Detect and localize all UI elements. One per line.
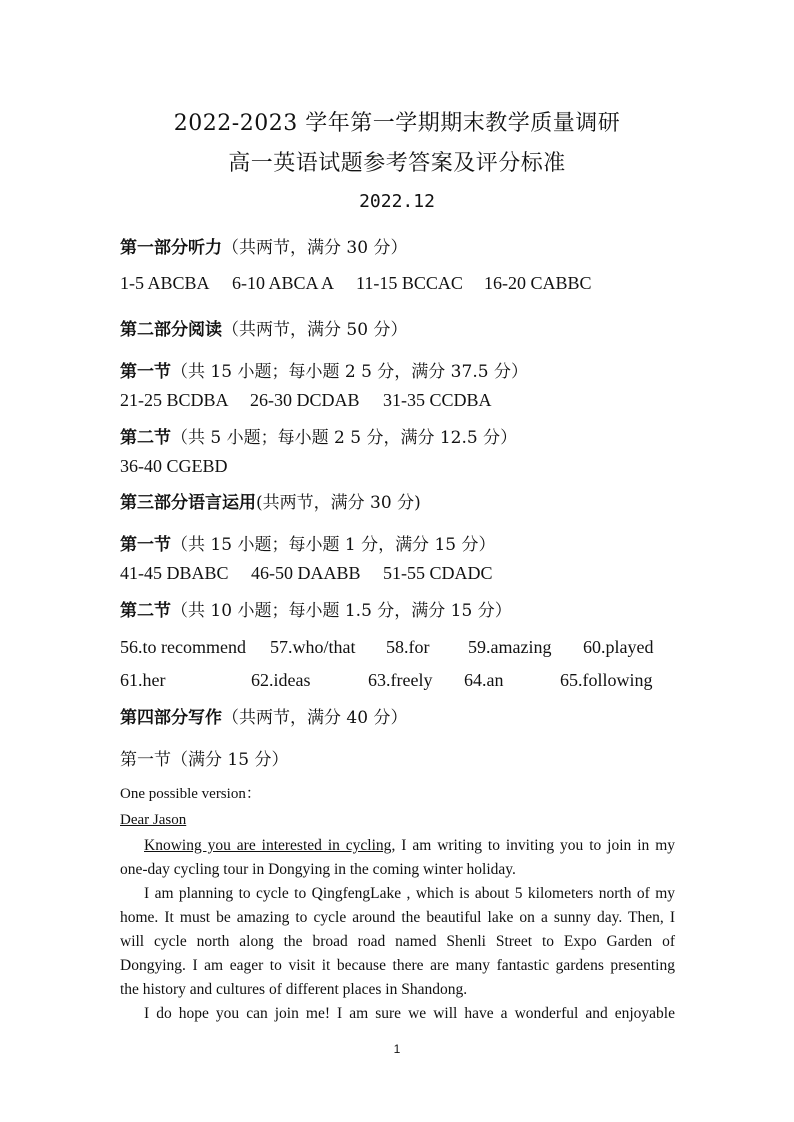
answer-group: 46-50 DAABB [251, 563, 361, 583]
essay-line: I am planning to cycle to QingfengLake , which is about 5 kilometers north of my [144, 885, 675, 902]
document-date: 2022.12 [359, 191, 435, 212]
answer-group: 31-35 CCDBA [383, 390, 492, 410]
part3-sec1-answers [0, 563, 794, 587]
part2-sec1-answers [0, 390, 794, 414]
answer-item: 57.who/that [270, 637, 356, 657]
essay-line: the history and cultures of different places in Shandong. [120, 981, 468, 998]
part3-sec1-heading: 第一节 [120, 535, 171, 555]
essay-line: Dongying. I am eager to visit it because there are many fantastic gardens presenting [120, 957, 675, 974]
page-title: 2022-2023 学年第一学期期末教学质量调研 [173, 111, 621, 136]
part3-sec2-row2 [0, 670, 794, 694]
part2-header [120, 315, 407, 340]
answer-item: 59.amazing [468, 637, 552, 657]
essay-line: one-day cycling tour in Dongying in the coming winter holiday. [120, 861, 516, 878]
answer-item: 65.following [560, 670, 653, 690]
part2-note: （共两节，满分 50 分） [222, 320, 408, 340]
part2-sec2-note: （共 5 小题；每小题 2 5 分，满分 12.5 分） [171, 428, 518, 448]
part3-note: (共两节，满分 30 分) [256, 493, 421, 513]
answer-item: 62.ideas [251, 670, 311, 690]
answer-item: 61.her [120, 670, 166, 690]
essay-line: will cycle north along the broad road named Shenli Street to Expo Garden of [120, 933, 675, 950]
answer-group: 41-45 DBABC [120, 563, 229, 583]
part1-header [120, 233, 407, 258]
page-number: 1 [393, 1042, 401, 1056]
answer-group: 1-5 ABCBA [120, 273, 210, 293]
part3-sec2-note: （共 10 小题；每小题 1.5 分，满分 15 分） [171, 601, 512, 621]
part2-sec1-heading: 第一节 [120, 362, 171, 382]
part3-sec2-header [120, 596, 512, 621]
answer-item: 63.freely [368, 670, 433, 690]
part1-answers [0, 273, 794, 297]
essay-line: I do hope you can join me! I am sure we will have a wonderful and enjoyable [144, 1005, 675, 1022]
part2-heading: 第二部分阅读 [120, 320, 222, 340]
letter-salutation: Dear Jason [120, 812, 187, 828]
part3-heading: 第三部分语言运用 [120, 493, 256, 513]
part4-note: （共两节，满分 40 分） [222, 708, 408, 728]
essay-underlined-phrase: Knowing you are interested in cycling [144, 837, 392, 854]
answer-group: 26-30 DCDAB [250, 390, 360, 410]
answer-item: 64.an [464, 670, 504, 690]
part2-sec1-note: （共 15 小题；每小题 2 5 分，满分 37.5 分） [171, 362, 528, 382]
part4-header [120, 703, 407, 728]
part3-sec2-row1 [0, 637, 794, 661]
part1-note: （共两节，满分 30 分） [222, 238, 408, 258]
part2-sec2-header [120, 423, 517, 448]
part3-sec1-note: （共 15 小题；每小题 1 分，满分 15 分） [171, 535, 496, 555]
part3-header [120, 488, 421, 513]
part1-heading: 第一部分听力 [120, 238, 222, 258]
answer-item: 58.for [386, 637, 430, 657]
answer-item: 56.to recommend [120, 637, 246, 657]
essay-line: Knowing you are interested in cycling, I am writing to inviting you to join in my [144, 837, 676, 854]
answer-group: 16-20 CABBC [484, 273, 592, 293]
part3-sec2-heading: 第二节 [120, 601, 171, 621]
part2-sec2-heading: 第二节 [120, 428, 171, 448]
part4-heading: 第四部分写作 [120, 708, 222, 728]
answer-item: 60.played [583, 637, 654, 657]
essay-line: home. It must be amazing to cycle around the beautiful lake on a sunny day. Then, I [120, 909, 675, 926]
version-label: One possible version： [120, 786, 261, 802]
sample-essay [120, 834, 675, 1026]
page-subtitle: 高一英语试题参考答案及评分标准 [228, 151, 566, 176]
answer-group: 51-55 CDADC [383, 563, 493, 583]
answer-group: 21-25 BCDBA [120, 390, 229, 410]
answer-group: 6-10 ABCA A [232, 273, 335, 293]
answer-group: 36-40 CGEBD [120, 456, 228, 476]
part4-sec1-header: 第一节（满分 15 分） [120, 750, 289, 770]
answer-group: 11-15 BCCAC [356, 273, 463, 293]
part2-sec2-answers [0, 456, 794, 480]
part2-sec1-header [120, 357, 528, 382]
part3-sec1-header [120, 530, 496, 555]
